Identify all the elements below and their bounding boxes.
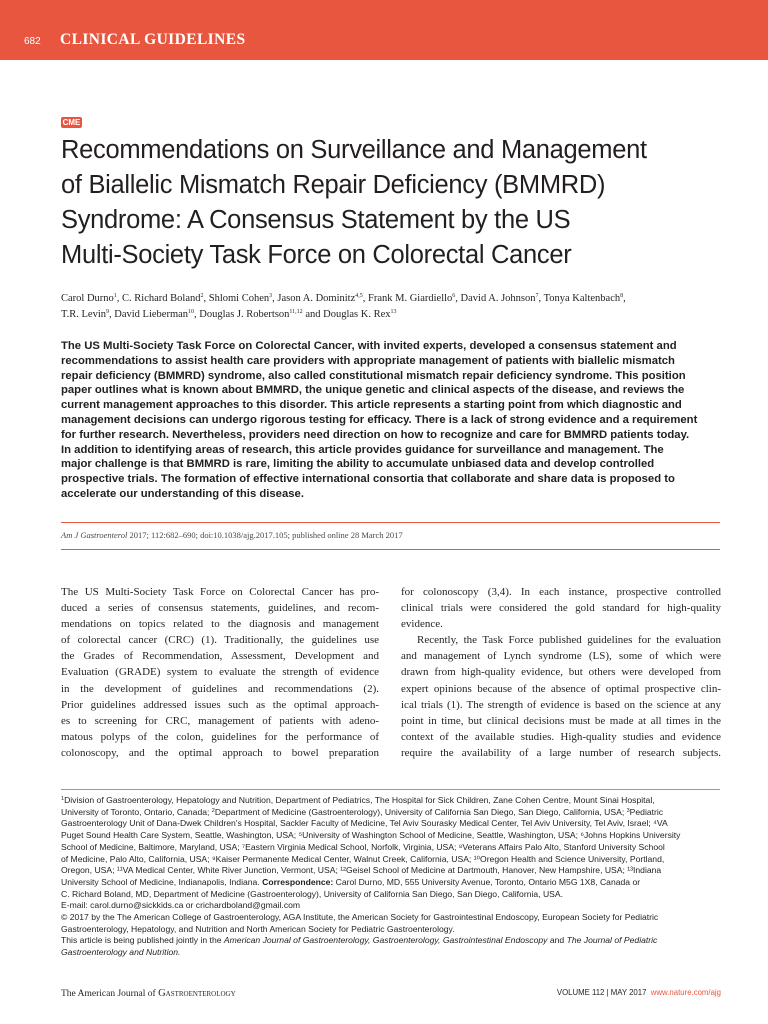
body-line: Evaluation (GRADE) system to evaluate the strength of evidence	[61, 666, 379, 679]
affiliation-text: Pediatric	[629, 806, 664, 817]
author-line	[61, 291, 721, 307]
abstract-line: management decisions can undergo rigorous testing for efficacy. There is a lack of strong evidence and a requirement	[61, 413, 698, 426]
author-name[interactable]: Douglas J. Robertson	[199, 309, 290, 320]
body-line: of colorectal cancer (CRC) (1). Traditionally, the guidelines use	[61, 634, 379, 647]
footnote-line	[61, 807, 721, 819]
title-line: of Biallelic Mismatch Repair Deficiency (BMMRD)	[61, 171, 606, 199]
body-line: The US Multi-Society Task Force on Colorectal Cancer has pro-	[61, 586, 379, 598]
body-column-left	[61, 584, 379, 761]
footnote-divider	[61, 789, 720, 790]
footnote-line	[61, 795, 721, 807]
body-line: clinical trials were considered the gold standard for high-quality	[401, 602, 721, 615]
body-line: and management of Lynch syndrome (LS), some of which were	[401, 650, 721, 663]
author-separator: ,	[455, 293, 461, 304]
author-affiliation: 2	[200, 293, 204, 299]
author-name[interactable]: David A. Johnson	[460, 293, 536, 304]
title-line: Recommendations on Surveillance and Management	[61, 136, 647, 164]
page-number: 682	[24, 36, 41, 47]
author-affiliation: 3	[269, 293, 273, 299]
copyright-line: Gastroenterology, Hepatology, and Nutrition and North American Society for Pediatric Gastroenterology.	[61, 923, 455, 934]
footnote-line: Gastroenterology Unit of Dana-Dwek Children's Hospital, Sackler Faculty of Medicine, Tel Aviv Sourasky Medical Center, Tel Aviv University, Tel Aviv, Israel; ⁴VA	[61, 818, 668, 829]
body-line: Prior guidelines addressed issues such as the optimal approach-	[61, 698, 379, 711]
author-name[interactable]: Shlomi Cohen	[208, 293, 270, 304]
article-title	[61, 133, 711, 273]
author-name[interactable]: Frank M. Giardiello	[368, 293, 453, 304]
body-line: mendations on topics related to the diagnosis and management	[61, 618, 379, 631]
body-line: ical trials (1). The strength of evidence is based on the science at any	[401, 698, 721, 711]
header-bar	[0, 0, 768, 60]
author-separator: and	[302, 309, 324, 320]
abstract	[61, 339, 721, 502]
journal-name: Gastroenterology	[158, 988, 236, 999]
journal-footer	[61, 988, 236, 999]
author-separator: ,	[272, 293, 278, 304]
cme-badge: CME	[62, 118, 81, 127]
body-line: require the availability of a large number of research subjects.	[401, 746, 721, 759]
abstract-line: The US Multi-Society Task Force on Colorectal Cancer, with invited experts, developed a consensus statement and	[61, 340, 677, 352]
author-separator: ,	[194, 309, 200, 320]
author-affiliation: 11,12	[289, 309, 303, 315]
body-line: duced a series of consensus statements, guidelines, and recom-	[61, 602, 379, 615]
author-affiliation: 6	[452, 293, 456, 299]
citation-details: 2017; 112:682–690; doi:10.1038/ajg.2017.105; published online 28 March 2017	[127, 530, 403, 540]
affiliation-text: Department of Medicine (Gastroenterology), University of California San Diego, San Diego, California, USA;	[214, 806, 627, 817]
author-affiliation: 4,5	[355, 293, 363, 299]
section-title: CLINICAL GUIDELINES	[60, 31, 246, 48]
body-line: es to screening for CRC, management of patients with adeno-	[61, 714, 379, 727]
title-line: Multi-Society Task Force on Colorectal Cancer	[61, 241, 572, 269]
divider	[61, 549, 720, 550]
author-name[interactable]: T.R. Levin	[61, 309, 107, 320]
footnote-line: School of Medicine, Baltimore, Maryland, USA; ⁷Eastern Virginia Medical School, Norfolk, Virginia, USA; ⁸Veterans Affairs Palo Alto, Stanford University School	[61, 841, 665, 852]
body-line: point in time, but clinical decisions must be made at all times in the	[401, 714, 721, 727]
author-separator: ,	[623, 293, 626, 304]
abstract-line: major challenge is that BMMRD is rare, limiting the ability to accumulate unbiased data and develop controlled	[61, 458, 655, 471]
author-separator: ,	[116, 293, 123, 304]
author-separator: ,	[362, 293, 369, 304]
body-column-right	[401, 584, 721, 761]
body-line: Recently, the Task Force published guidelines for the evaluation	[417, 634, 721, 647]
author-affiliation: 13	[390, 309, 397, 315]
body-line: evidence.	[401, 618, 443, 631]
body-line: drawn from high-quality evidence, but others were developed from	[401, 666, 721, 679]
journal-name: The Journal of Pediatric	[566, 935, 658, 946]
body-line: colonoscopy, and the optimal approach to bowel preparation	[61, 746, 379, 759]
correspondence-label: Correspondence:	[262, 876, 334, 887]
joint-text: and	[547, 935, 567, 946]
author-list	[61, 291, 721, 323]
author-name[interactable]: Tonya Kaltenbach	[543, 293, 621, 304]
abstract-line: In addition to identifying areas of research, this article provides guidance for surveillance and management. The	[61, 443, 664, 456]
abstract-line: current management approaches to this disorder. This article represents a starting point from which diagnostic and	[61, 399, 682, 412]
correspondence-text: Carol Durno, MD, 555 University Avenue, Toronto, Ontario M5G 1X8, Canada or	[333, 876, 641, 887]
author-separator: ,	[109, 309, 115, 320]
footnote-line: Oregon, USA; ¹¹VA Medical Center, White River Junction, Vermont, USA; ¹²Geisel School of Medicine at Dartmouth, Hanover, New Hampshire, USA; ¹³Indiana	[61, 865, 662, 876]
affiliation-text: University of Toronto, Ontario, Canada;	[61, 806, 212, 817]
author-separator: ,	[538, 293, 544, 304]
footnote-line: of Medicine, Palo Alto, California, USA; ⁹Kaiser Permanente Medical Center, Walnut Creek, California, USA; ¹⁰Oregon Health and Science University, Portland,	[61, 853, 665, 864]
joint-publication-line	[61, 935, 721, 947]
author-name[interactable]: C. Richard Boland	[122, 293, 201, 304]
abstract-line: prospective trials. The formation of effective international consortia that collaborate and share data is proposed to	[61, 473, 675, 486]
abstract-line: accelerate our understanding of this disease.	[61, 487, 304, 500]
abstract-line: repair deficiency (BMMRD) syndrome, also called constitutional mismatch repair deficiency syndrome. This position	[61, 369, 686, 382]
affiliation-text: Division of Gastroenterology, Hepatology and Nutrition, Department of Pediatrics, The Hospital for Sick Children, Zane Cohen Centre, Mount Sinai Hospital,	[64, 795, 655, 805]
issue-info: VOLUME 112 | MAY 2017	[556, 988, 647, 997]
abstract-line: recommendations to assist health care providers with appropriate management of patients with biallelic mismatch	[61, 354, 675, 367]
footnote-line	[61, 877, 721, 889]
author-affiliation: 7	[535, 293, 539, 299]
body-line: the Grades of Recommendation, Assessment, Development and	[61, 650, 379, 663]
joint-publication-line	[61, 947, 721, 959]
author-name[interactable]: Jason A. Dominitz	[277, 293, 356, 304]
body-line: context of the available studies. High-quality studies and evidence	[401, 730, 721, 743]
author-line	[61, 307, 721, 323]
author-separator: ,	[203, 293, 209, 304]
author-name[interactable]: Carol Durno	[61, 293, 114, 304]
abstract-line: paper outlines what is known about BMMRD, the unique genetic and clinical aspects of the disease, and reviews the	[61, 384, 685, 397]
affiliation-number: 1	[61, 796, 65, 802]
journal-url[interactable]: www.nature.com/ajg	[650, 988, 721, 997]
affiliation-number: 3	[626, 807, 630, 814]
body-line: for colonoscopy (3,4). In each instance, prospective controlled	[401, 586, 721, 598]
author-name[interactable]: Douglas K. Rex	[323, 309, 391, 320]
author-name[interactable]: David Lieberman	[114, 309, 189, 320]
journal-list: American Journal of Gastroenterology, Gastroenterology, Gastrointestinal Endoscopy	[223, 935, 548, 946]
author-affiliation: 9	[106, 309, 110, 315]
author-affiliation: 1	[113, 293, 117, 299]
body-line: in the development of guidelines and recommendations (2).	[61, 682, 379, 695]
body-line: matous polyps of the colon, guidelines for the performance of	[61, 730, 379, 743]
footnote-line: Puget Sound Health Care System, Seattle, Washington, USA; ⁵University of Washington School of Medicine, Seattle, Washington, USA; ⁶Johns Hopkins University	[61, 830, 681, 841]
abstract-line: for further research. Nevertheless, providers need direction on how to recognize and care for BMMRD patients today.	[61, 428, 690, 441]
journal-prefix: The American Journal of	[61, 989, 159, 999]
author-affiliation: 8	[620, 293, 624, 299]
journal-name: Gastroenterology and Nutrition.	[61, 947, 181, 958]
citation-journal: Am J Gastroenterol	[61, 530, 128, 540]
issue-footer	[557, 988, 721, 997]
citation-line	[61, 530, 403, 540]
affiliation-text: University School of Medicine, Indianapolis, Indiana.	[61, 876, 263, 887]
joint-text: This article is being published jointly in the	[61, 935, 224, 946]
copyright-line: © 2017 by the The American College of Gastroenterology, AGA Institute, the American Society for Gastrointestinal Endoscopy, European Society for Pediatric	[61, 912, 659, 923]
footnote-line: C. Richard Boland, MD, Department of Medicine (Gastroenterology), University of California San Diego, San Diego, California, USA.	[61, 888, 564, 899]
author-affiliation: 10	[188, 309, 195, 315]
body-line: expert opinions because of the absence of optimal prospective clin-	[401, 682, 721, 695]
email-line[interactable]: E-mail: carol.durno@sickkids.ca or crichardboland@gmail.com	[61, 900, 301, 911]
footnotes	[61, 795, 721, 959]
divider	[61, 522, 720, 523]
title-line: Syndrome: A Consensus Statement by the US	[61, 206, 571, 234]
affiliation-number: 2	[211, 807, 215, 814]
